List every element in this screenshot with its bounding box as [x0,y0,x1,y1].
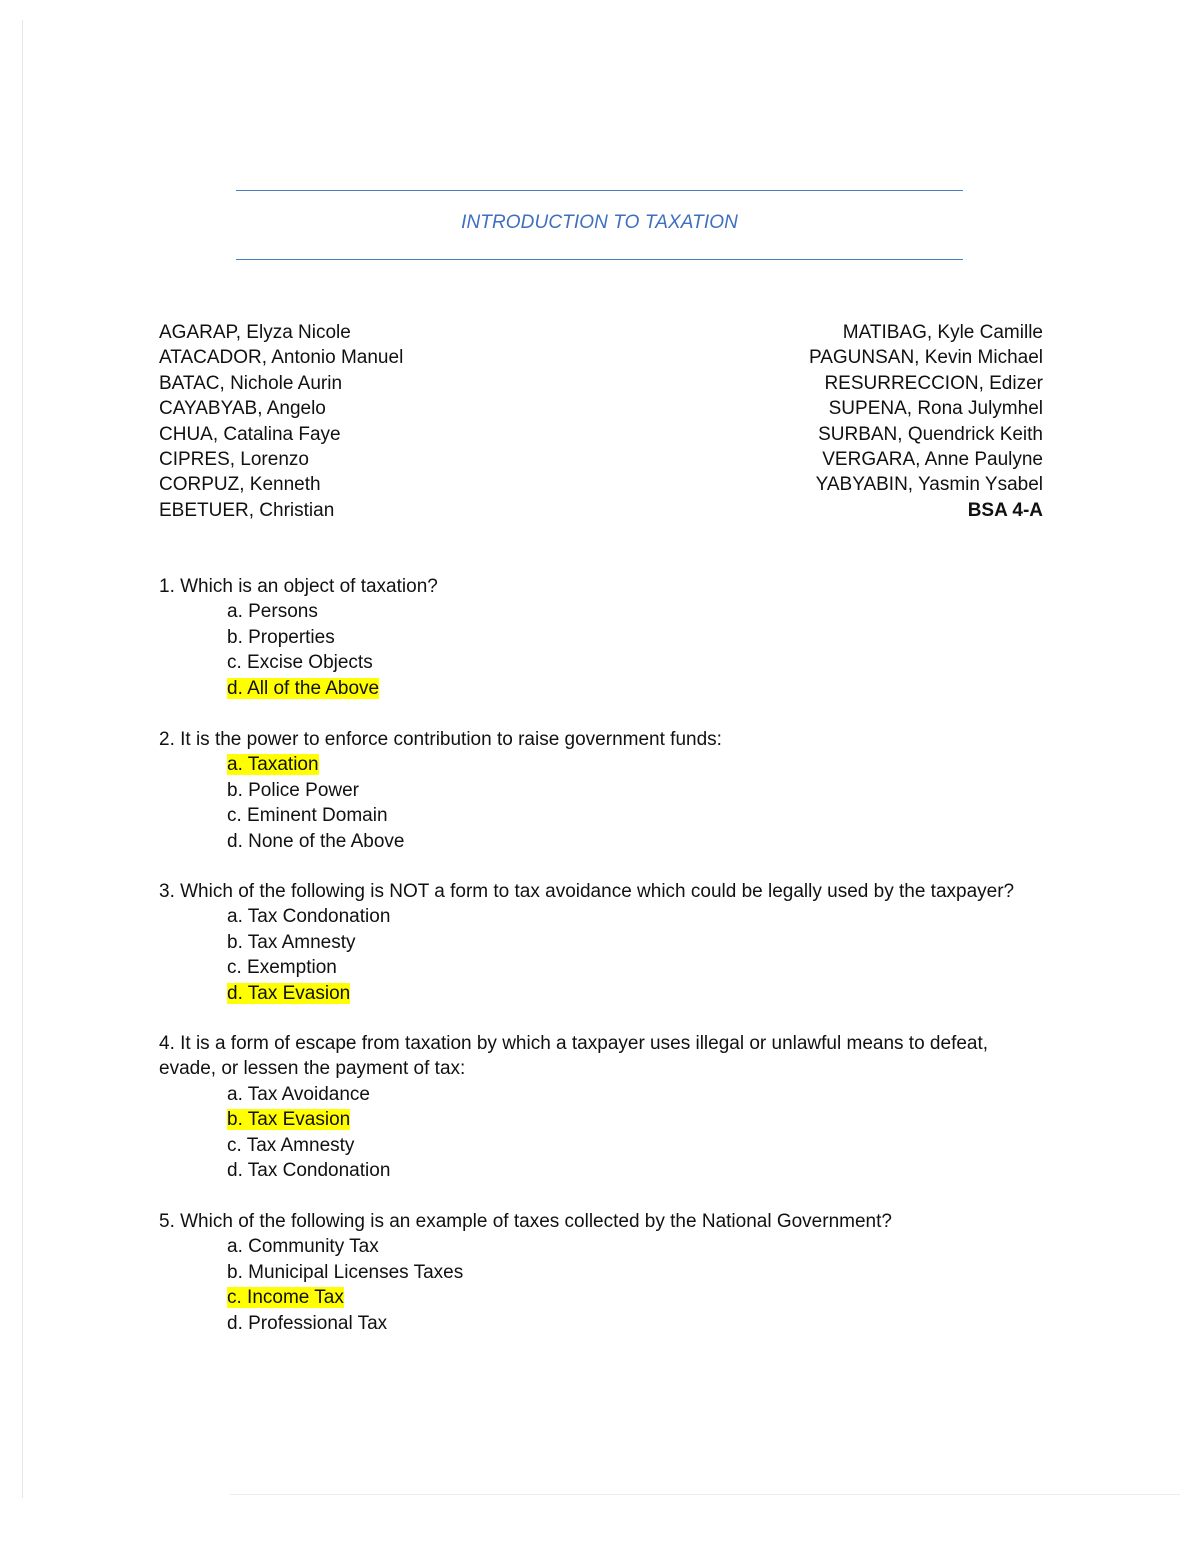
member-name: CIPRES, Lorenzo [159,449,309,471]
section-label: BSA 4-A [967,500,1043,521]
member-name: SUPENA, Rona Julymhel [828,398,1043,420]
member-name: RESURRECCION, Edizer [824,372,1043,394]
choice: c. Eminent Domain [227,805,388,827]
member-name: EBETUER, Christian [159,499,335,521]
member-name: BATAC, Nichole Aurin [159,372,343,394]
member-name: YABYABIN, Yasmin Ysabel [815,474,1043,496]
choice: a. Community Tax [227,1236,379,1258]
question-stem: 5. Which of the following is an example of taxes collected by the National Government? [159,1211,892,1232]
choice-list [159,599,1039,701]
question-stem: 2. It is the power to enforce contribution to raise government funds: [159,729,722,750]
choice: b. Properties [227,626,335,648]
member-name: CORPUZ, Kenneth [159,474,321,496]
question-5 [159,1209,1039,1336]
choice: d. Professional Tax [227,1312,388,1334]
member-name: MATIBAG, Kyle Camille [842,322,1043,343]
member-name: CAYABYAB, Angelo [159,398,326,420]
question-stem: 4. It is a form of escape from taxation by which a taxpayer uses illegal or unlawful means to defeat, evade, or lessen the payment of tax: [159,1033,989,1080]
member-list-left [159,320,403,523]
choice-list [159,904,1039,1006]
choice: b. Tax Amnesty [227,931,356,953]
choice: a. Persons [227,601,318,623]
member-name: VERGARA, Anne Paulyne [822,449,1043,471]
document-title: INTRODUCTION TO TAXATION [461,212,738,233]
member-name: ATACADOR, Antonio Manuel [159,347,404,369]
choice: d. Tax Condonation [227,1160,391,1182]
choice-highlighted-answer: b. Tax Evasion [227,1109,351,1131]
choice-list [159,1082,1039,1184]
member-name: SURBAN, Quendrick Keith [818,423,1043,445]
member-list-right [809,320,1043,498]
member-name: PAGUNSAN, Kevin Michael [808,347,1043,369]
choice-list [159,1234,1039,1336]
choice: c. Excise Objects [227,652,373,674]
choice-list [159,752,1039,854]
question-3 [159,879,1039,1006]
choice: a. Tax Avoidance [227,1083,370,1105]
page-bottom-edge [230,1494,1180,1495]
choice: c. Exemption [227,957,337,979]
choice: b. Municipal Licenses Taxes [227,1261,464,1283]
question-1 [159,574,1039,701]
choice-highlighted-answer: d. Tax Evasion [227,982,351,1004]
choice: b. Police Power [227,779,360,801]
question-4 [159,1031,1039,1183]
member-name: AGARAP, Elyza Nicole [159,322,351,343]
member-name: CHUA, Catalina Faye [159,423,341,445]
choice: a. Tax Condonation [227,906,391,928]
question-stem: 3. Which of the following is NOT a form to tax avoidance which could be legally used by the taxpayer? [159,881,1015,902]
choice-highlighted-answer: c. Income Tax [227,1287,344,1309]
question-stem: 1. Which is an object of taxation? [159,576,438,597]
choice-highlighted-answer: d. All of the Above [227,677,380,699]
choice-highlighted-answer: a. Taxation [227,754,319,776]
title-bottom-rule [236,259,963,260]
page-left-edge [22,20,23,1498]
title-top-rule [236,190,963,191]
question-2 [159,727,1039,854]
choice: d. None of the Above [227,830,405,852]
choice: c. Tax Amnesty [227,1134,355,1156]
